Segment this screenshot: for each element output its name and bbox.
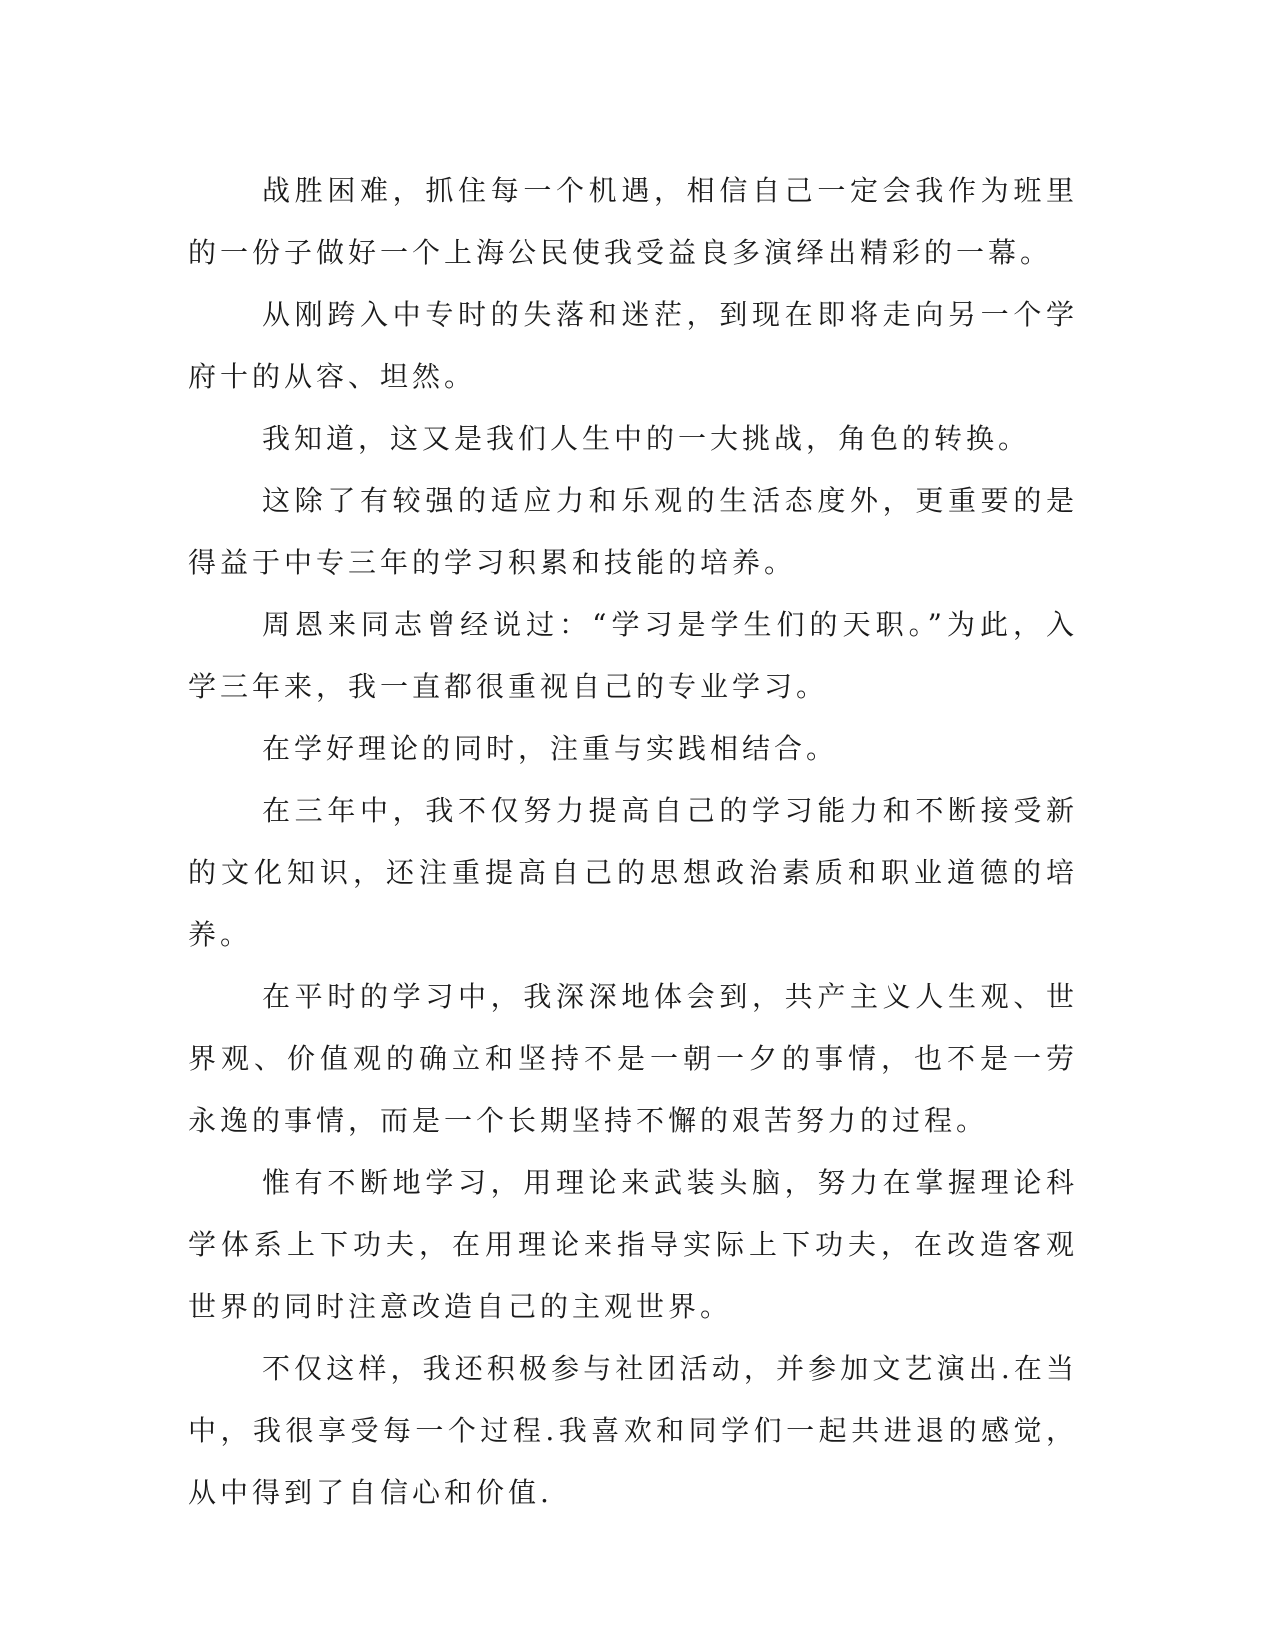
document-body [188, 160, 1078, 1524]
paragraph: 在三年中，我不仅努力提高自己的学习能力和不断接受新的文化知识，还注重提高自己的思想政治素质和职业道德的培养。 [188, 794, 1078, 951]
paragraph: 战胜困难，抓住每一个机遇，相信自己一定会我作为班里的一份子做好一个上海公民使我受益良多演绎出精彩的一幕。 [188, 174, 1078, 269]
paragraph: 这除了有较强的适应力和乐观的生活态度外，更重要的是得益于中专三年的学习积累和技能的培养。 [188, 484, 1078, 579]
paragraph: 从刚跨入中专时的失落和迷茫，到现在即将走向另一个学府十的从容、坦然。 [188, 298, 1078, 393]
paragraph: 在平时的学习中，我深深地体会到，共产主义人生观、世界观、价值观的确立和坚持不是一朝一夕的事情，也不是一劳永逸的事情，而是一个长期坚持不懈的艰苦努力的过程。 [188, 980, 1078, 1137]
paragraph: 惟有不断地学习，用理论来武装头脑，努力在掌握理论科学体系上下功夫，在用理论来指导实际上下功夫，在改造客观世界的同时注意改造自己的主观世界。 [188, 1166, 1078, 1323]
paragraph: 不仅这样，我还积极参与社团活动，并参加文艺演出.在当中，我很享受每一个过程.我喜欢和同学们一起共进退的感觉，从中得到了自信心和价值. [188, 1352, 1078, 1509]
paragraph: 周恩来同志曾经说过：“学习是学生们的天职。”为此，入学三年来，我一直都很重视自己的专业学习。 [188, 608, 1078, 703]
paragraph: 在学好理论的同时，注重与实践相结合。 [262, 732, 839, 765]
paragraph: 我知道，这又是我们人生中的一大挑战，角色的转换。 [262, 422, 1031, 455]
